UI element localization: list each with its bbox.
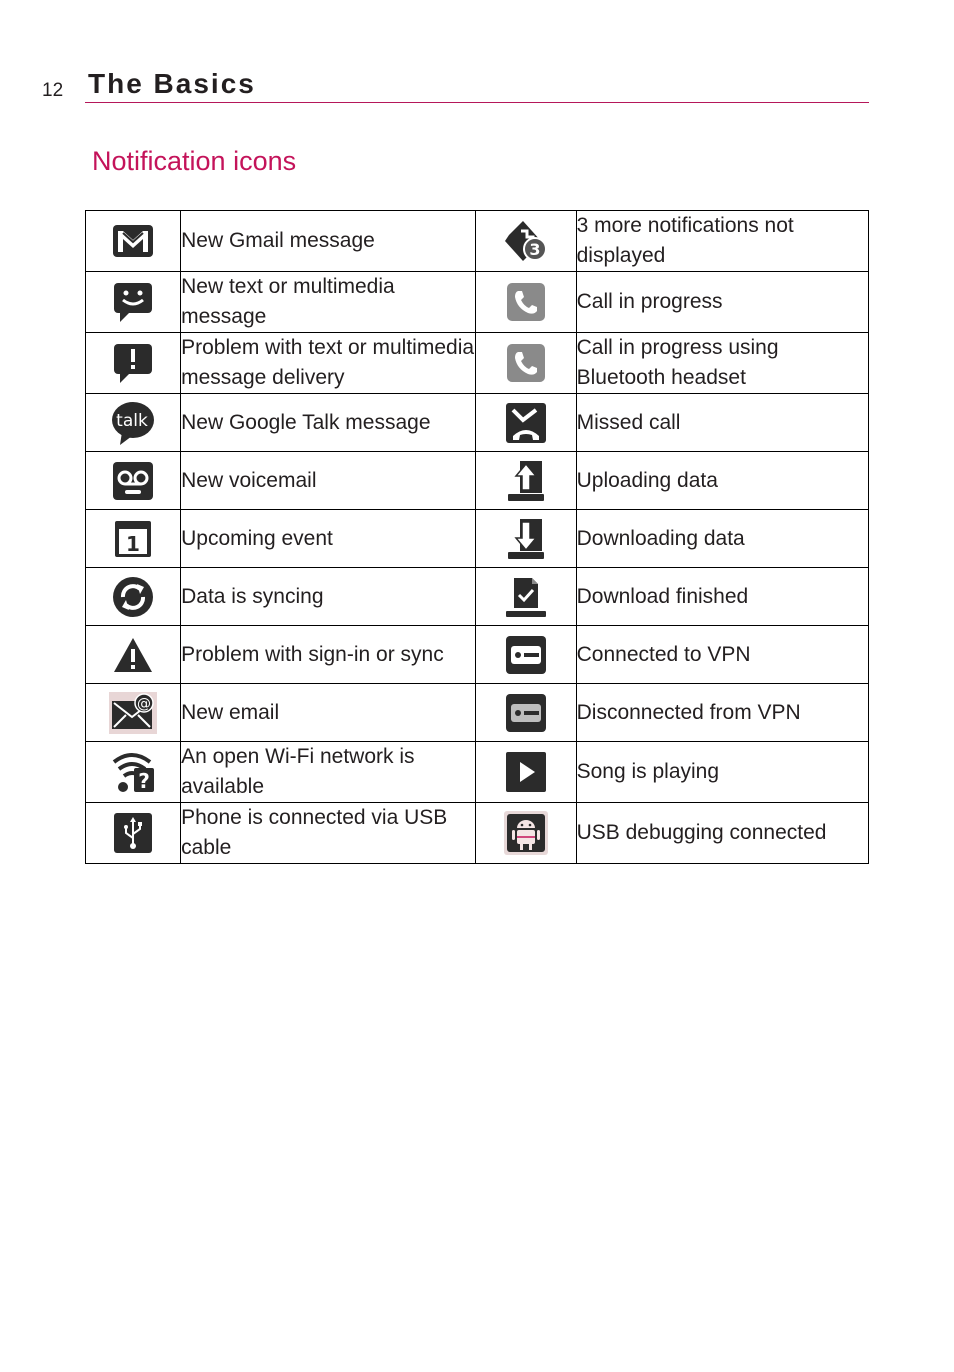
svg-text:talk: talk: [116, 410, 148, 431]
notification-label: Disconnected from VPN: [576, 684, 868, 742]
email-icon: [86, 691, 180, 735]
notification-label: Connected to VPN: [576, 626, 868, 684]
warning-icon: [86, 636, 180, 674]
table-row: [86, 510, 869, 568]
usb-debugging-icon: [476, 810, 575, 856]
notification-label: Call in progress using Bluetooth headset: [576, 333, 868, 394]
svg-text:?: ?: [138, 769, 150, 793]
notification-label: Song is playing: [576, 742, 868, 803]
notification-label: New email: [181, 684, 476, 742]
notification-label: Call in progress: [576, 272, 868, 333]
table-row: [86, 626, 869, 684]
table-row: [86, 272, 869, 333]
table-row: [86, 568, 869, 626]
notification-label: Data is syncing: [181, 568, 476, 626]
open-wifi-icon: [86, 750, 180, 794]
calendar-icon: [86, 519, 180, 559]
header-divider: [85, 102, 869, 103]
table-row: [86, 803, 869, 864]
voicemail-icon: [86, 461, 180, 501]
download-icon: [476, 516, 575, 562]
table-row: [86, 211, 869, 272]
notification-label: Problem with text or multimedia message delivery: [181, 333, 476, 394]
notification-label: Missed call: [576, 394, 868, 452]
sync-icon: [86, 575, 180, 619]
usb-icon: [86, 812, 180, 854]
notification-label: Downloading data: [576, 510, 868, 568]
notification-label: New voicemail: [181, 452, 476, 510]
call-in-progress-icon: [476, 282, 575, 322]
table-row: [86, 394, 869, 452]
table-row: [86, 742, 869, 803]
notification-icons-table: [85, 210, 869, 864]
google-talk-icon: [86, 400, 180, 446]
sms-icon: [86, 281, 180, 323]
notification-label: USB debugging connected: [576, 803, 868, 864]
table-row: [86, 333, 869, 394]
notification-label: New text or multimedia message: [181, 272, 476, 333]
upload-icon: [476, 458, 575, 504]
page-number: 12: [42, 80, 64, 101]
table-row: [86, 684, 869, 742]
notification-label: New Gmail message: [181, 211, 476, 272]
notification-label: Phone is connected via USB cable: [181, 803, 476, 864]
notification-label: Problem with sign-in or sync: [181, 626, 476, 684]
notification-label: Upcoming event: [181, 510, 476, 568]
notification-label: New Google Talk message: [181, 394, 476, 452]
chapter-title: The Basics: [88, 68, 256, 99]
svg-text:3: 3: [529, 240, 541, 259]
notification-label: 3 more notifications not displayed: [576, 211, 868, 272]
table-row: [86, 452, 869, 510]
section-title: Notification icons: [92, 146, 297, 176]
svg-text:@: @: [137, 695, 152, 712]
gmail-icon: [86, 223, 180, 259]
vpn-connected-icon: [476, 635, 575, 675]
missed-call-icon: [476, 402, 575, 444]
play-icon: [476, 751, 575, 793]
more-notifications-icon: [476, 219, 575, 263]
sms-problem-icon: [86, 342, 180, 384]
notification-label: An open Wi-Fi network is available: [181, 742, 476, 803]
notification-label: Uploading data: [576, 452, 868, 510]
notification-label: Download finished: [576, 568, 868, 626]
vpn-disconnected-icon: [476, 693, 575, 733]
call-bluetooth-icon: [476, 343, 575, 383]
svg-text:1: 1: [126, 531, 141, 556]
download-finished-icon: [476, 575, 575, 619]
